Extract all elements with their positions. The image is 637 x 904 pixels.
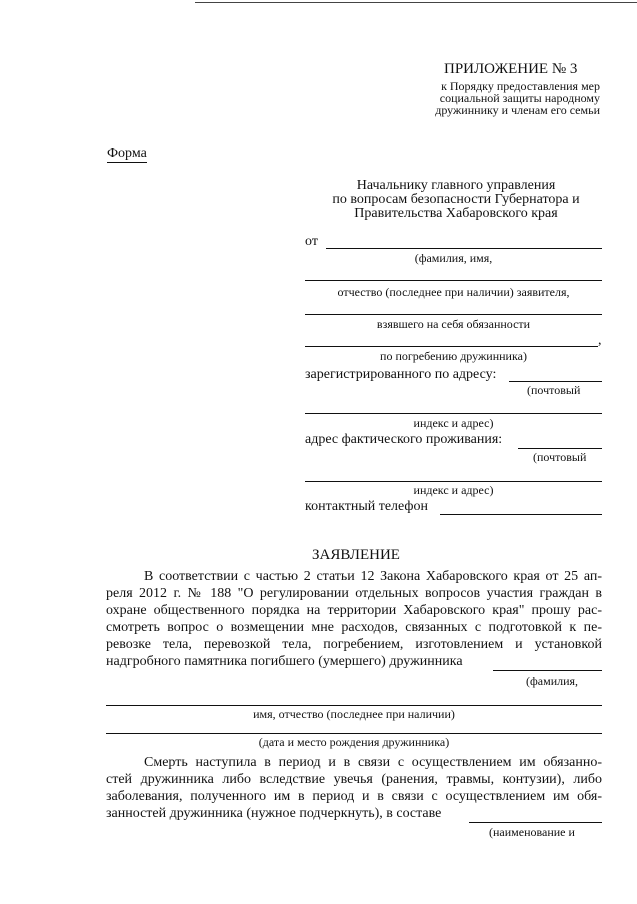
hint-fio: (фамилия, имя, <box>414 251 493 265</box>
birth-input-line[interactable] <box>106 733 602 734</box>
appendix-line-1: к Порядку предоставления мер <box>441 79 600 93</box>
deceased-fullname-input-line[interactable] <box>106 705 602 706</box>
registered-input-line-2[interactable] <box>305 413 602 414</box>
actual-input-line-2[interactable] <box>305 481 602 482</box>
hint-name: имя, отчество (последнее при наличии) <box>253 707 455 721</box>
deceased-name-input-line[interactable] <box>493 670 602 671</box>
p1-line-3: охране общественного порядка на территории Хабаровского края" прошу рас- <box>106 603 602 618</box>
form-label-text: Форма <box>107 146 147 161</box>
hint-naming: (наименование и <box>489 825 575 839</box>
p2-line-4: занностей дружинника (нужное подчеркнуть), в составе <box>106 806 442 821</box>
p1-line-5: ревозке тела, перевозкой тела, погребением, изготовлением и установкой <box>106 637 602 652</box>
burial-input-line[interactable] <box>305 346 598 347</box>
actual-address-label: адрес фактического проживания: <box>305 432 503 447</box>
appendix-line-2: социальной защиты народному <box>439 91 600 105</box>
p1-line-1: В соответствии с частью 2 статьи 12 Закона Хабаровского края от 25 ап- <box>144 569 602 584</box>
hint-postal-1: (почтовый <box>527 383 581 397</box>
hint-index-1: индекс и адрес) <box>413 416 494 430</box>
hint-birth: (дата и место рождения дружинника) <box>258 735 450 749</box>
actual-input-line[interactable] <box>518 448 602 449</box>
addressee-line-1: Начальнику главного управления <box>356 178 556 193</box>
statement-title: ЗАЯВЛЕНИЕ <box>312 547 400 563</box>
hint-index-2: индекс и адрес) <box>413 483 494 497</box>
form-label <box>107 146 147 163</box>
scan-edge-line <box>195 2 637 3</box>
unit-input-line[interactable] <box>469 822 602 823</box>
addressee-line-3: Правительства Хабаровского края <box>354 206 558 221</box>
from-label: от <box>305 234 318 249</box>
p1-line-2: реля 2012 г. № 188 "О регулировании отдельных вопросов участия граждан в <box>106 586 602 601</box>
registered-label: зарегистрированного по адресу: <box>305 367 497 382</box>
p2-line-2: стей дружинника либо вследствие увечья (ранения, травмы, контузии), либо <box>106 772 602 787</box>
hint-postal-2: (почтовый <box>533 450 587 464</box>
p2-line-3: заболевания, полученного им в период и в связи с осуществлением им обя- <box>106 789 602 804</box>
p1-line-4: смотреть вопрос о возмещении мне расходов, связанных с подготовкой к пе- <box>106 620 602 635</box>
phone-label: контактный телефон <box>305 499 428 514</box>
p1-line-6: надгробного памятника погибшего (умершего) дружинника <box>106 654 463 669</box>
comma-mark: , <box>598 333 602 348</box>
appendix-line-3: дружиннику и членам его семьи <box>435 103 600 117</box>
patronymic-input-line[interactable] <box>305 280 602 281</box>
from-input-line[interactable] <box>326 248 602 249</box>
obligations-input-line[interactable] <box>305 314 602 315</box>
hint-patronymic: отчество (последнее при наличии) заявителя, <box>337 285 570 299</box>
hint-surname: (фамилия, <box>526 674 579 688</box>
p2-line-1: Смерть наступила в период и в связи с осуществлением им обязанно- <box>144 755 602 770</box>
hint-obligations: взявшего на себя обязанности <box>376 317 531 331</box>
phone-input-line[interactable] <box>440 514 602 515</box>
registered-input-line[interactable] <box>509 381 602 382</box>
appendix-title: ПРИЛОЖЕНИЕ № 3 <box>444 61 578 77</box>
hint-burial: по погребению дружинника) <box>380 349 527 363</box>
addressee-line-2: по вопросам безопасности Губернатора и <box>332 192 580 207</box>
